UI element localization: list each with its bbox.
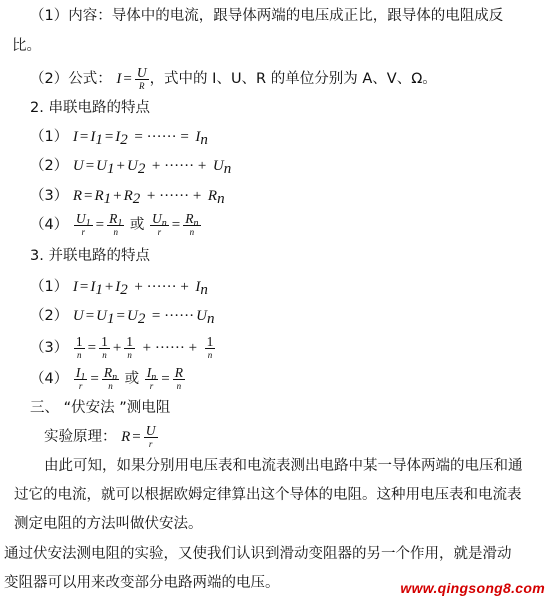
- watermark: www.qingsong8.com: [400, 580, 545, 596]
- sub: n: [217, 191, 225, 207]
- var: I: [72, 279, 78, 295]
- item-number: （2）: [30, 71, 69, 87]
- sub: 2: [137, 161, 146, 177]
- paragraph-line: 由此可知，如果分别用电压表和电流表测出电路中某一导体两端的电压和通: [44, 458, 523, 474]
- ellipsis: = ······ =: [134, 129, 189, 145]
- ellipsis: = ······: [151, 308, 195, 324]
- var: I: [72, 129, 78, 145]
- numerator: R: [174, 365, 183, 380]
- sub: 2: [120, 282, 128, 298]
- sub: 1: [95, 132, 103, 148]
- var: U: [152, 211, 162, 226]
- item-number: （1）: [30, 279, 69, 295]
- item-number: （4）: [30, 217, 69, 233]
- var: U: [75, 211, 86, 226]
- fraction: [150, 212, 169, 238]
- fraction: [205, 335, 216, 361]
- fraction: [99, 335, 110, 361]
- or-word: 或: [124, 371, 140, 387]
- var: I: [75, 365, 81, 380]
- denominator: n: [113, 227, 118, 237]
- var: U: [72, 158, 84, 174]
- ellipsis: + ······ +: [151, 158, 207, 174]
- content-line: [30, 6, 503, 26]
- content-text: 内容：导体中的电流，跟导体两端的电压成正比，跟导体的电阻成反: [68, 8, 504, 24]
- item-number: （2）: [30, 308, 69, 324]
- note-line: 通过伏安法测电阻的实验，又使我们认识到滑动变阻器的另一个作用，就是滑动: [4, 546, 512, 562]
- ellipsis: + ······ +: [146, 188, 202, 204]
- denominator: n: [127, 350, 132, 360]
- sub: n: [112, 372, 118, 383]
- item-number: （3）: [30, 340, 69, 356]
- fraction: [124, 335, 135, 361]
- var: U: [212, 158, 224, 174]
- unit-text: ，式中的 I、U、R 的单位分别为 A、V、Ω。: [149, 71, 437, 87]
- fraction: [144, 424, 158, 450]
- denominator: r: [148, 439, 153, 449]
- var: U: [96, 308, 107, 324]
- sub: 1: [85, 218, 91, 229]
- section-heading: 三、 “伏安法 ”测电阻: [30, 400, 171, 416]
- series-heading: 2. 串联电路的特点: [30, 100, 150, 116]
- var: U: [72, 308, 84, 324]
- sub: n: [223, 161, 232, 177]
- denominator: r: [81, 227, 85, 237]
- sub: 1: [107, 311, 115, 327]
- sub: 2: [137, 311, 146, 327]
- sub: n: [193, 218, 199, 229]
- numerator: 1: [206, 334, 214, 349]
- principle-line: 实验原理： R = $\frac{U}{r}$: [44, 423, 156, 449]
- item-number: （2）: [30, 158, 69, 174]
- var: R: [94, 188, 104, 204]
- numerator: 1: [75, 334, 83, 349]
- item-number: （1）: [30, 8, 69, 24]
- var: U: [96, 158, 107, 174]
- numerator: U: [136, 65, 147, 80]
- sub: n: [151, 372, 157, 383]
- ellipsis: + ······ +: [134, 279, 189, 295]
- paragraph-line: 过它的电流，就可以根据欧姆定律算出这个导体的电阻。这种用电压表和电流表: [14, 487, 522, 503]
- var: R: [103, 365, 113, 380]
- var: U: [126, 158, 138, 174]
- parallel-current-formula: （1） $I = I_1 + I_2$ + ······ + $I_n$: [30, 279, 208, 298]
- denominator: r: [157, 227, 162, 237]
- var: I: [90, 129, 96, 145]
- var: R: [123, 188, 133, 204]
- series-resistance-formula: （3） $R = R_1 + R_2$ + ······ + $R_n$: [30, 188, 225, 207]
- fraction: [183, 212, 200, 238]
- parallel-ratio-formula: （4） $\frac{I_1}{r}$ = $\frac{R_n}{n}$ 或 $\frac{I_n}{r}$ = $\frac{R}{n}$: [30, 365, 183, 391]
- ohm-fraction: [135, 66, 149, 92]
- sub: 2: [120, 132, 128, 148]
- series-current-formula: （1） $I = I_1 = I_2$ = ······ = $I_n$: [30, 129, 208, 148]
- sub: 1: [95, 282, 103, 298]
- var: R: [121, 429, 131, 445]
- paragraph-line: 测定电阻的方法叫做伏安法。: [14, 516, 203, 532]
- numerator: 1: [126, 334, 134, 349]
- principle-label: 实验原理：: [44, 429, 117, 445]
- denominator: n: [207, 350, 213, 360]
- sub: n: [161, 218, 167, 229]
- fraction: [74, 335, 85, 361]
- denominator: n: [176, 381, 182, 391]
- sub: 1: [103, 191, 112, 207]
- denominator: n: [102, 350, 107, 360]
- var: R: [109, 211, 118, 226]
- sub: n: [200, 282, 208, 298]
- denominator: n: [189, 227, 195, 237]
- denominator: n: [76, 350, 82, 360]
- ellipsis: + ······ +: [142, 340, 198, 356]
- parallel-voltage-formula: （2） $U = U_1 = U_2$ = ······ $U_n$: [30, 308, 215, 327]
- denominator: R: [138, 81, 145, 91]
- sub: 1: [117, 218, 123, 229]
- sub: n: [206, 311, 215, 327]
- fraction: [145, 366, 159, 392]
- var: R: [72, 188, 83, 204]
- denominator: r: [149, 381, 154, 391]
- parallel-heading: 3. 并联电路的特点: [30, 248, 150, 264]
- or-word: 或: [129, 217, 145, 233]
- sub: 2: [132, 191, 141, 207]
- numerator: U: [145, 423, 156, 438]
- fraction: [173, 366, 185, 392]
- var: I: [115, 129, 121, 145]
- var: R: [207, 188, 218, 204]
- fraction: [74, 366, 88, 392]
- sub: 1: [107, 161, 115, 177]
- var: R: [185, 211, 194, 226]
- item-number: （4）: [30, 371, 69, 387]
- formula-line: [30, 66, 437, 92]
- var: I: [195, 129, 201, 145]
- formula-lhs: I: [116, 71, 122, 87]
- series-voltage-formula: （2） $U = U_1 + U_2$ + ······ + $U_n$: [30, 158, 232, 177]
- denominator: n: [108, 381, 113, 391]
- numerator: 1: [101, 334, 108, 349]
- var: U: [126, 308, 138, 324]
- var: I: [146, 365, 152, 380]
- item-number: （3）: [30, 188, 69, 204]
- note-line: 变阻器可以用来改变部分电路两端的电压。: [4, 575, 280, 591]
- var: I: [195, 279, 201, 295]
- denominator: r: [78, 381, 83, 391]
- formula-label: 公式：: [68, 71, 112, 87]
- fraction: [74, 212, 93, 238]
- equals: =: [123, 71, 132, 87]
- fraction: [107, 212, 124, 238]
- sub: 1: [80, 372, 86, 383]
- parallel-resistance-formula: （3） $\frac{1}{n}$ = $\frac{1}{n}$ + $\frac{1}{n}$ + ······ + $\frac{1}{n}$: [30, 334, 214, 360]
- fraction: [102, 366, 119, 392]
- content-wrap: 比。: [12, 38, 41, 54]
- sub: n: [200, 132, 208, 148]
- series-ratio-formula: （4） $\frac{U_1}{r}$ = $\frac{R_1}{n}$ 或 $\frac{U_n}{r}$ = $\frac{R_n}{n}$: [30, 211, 199, 237]
- var: I: [90, 279, 96, 295]
- item-number: （1）: [30, 129, 69, 145]
- var: U: [196, 308, 207, 324]
- var: I: [115, 279, 121, 295]
